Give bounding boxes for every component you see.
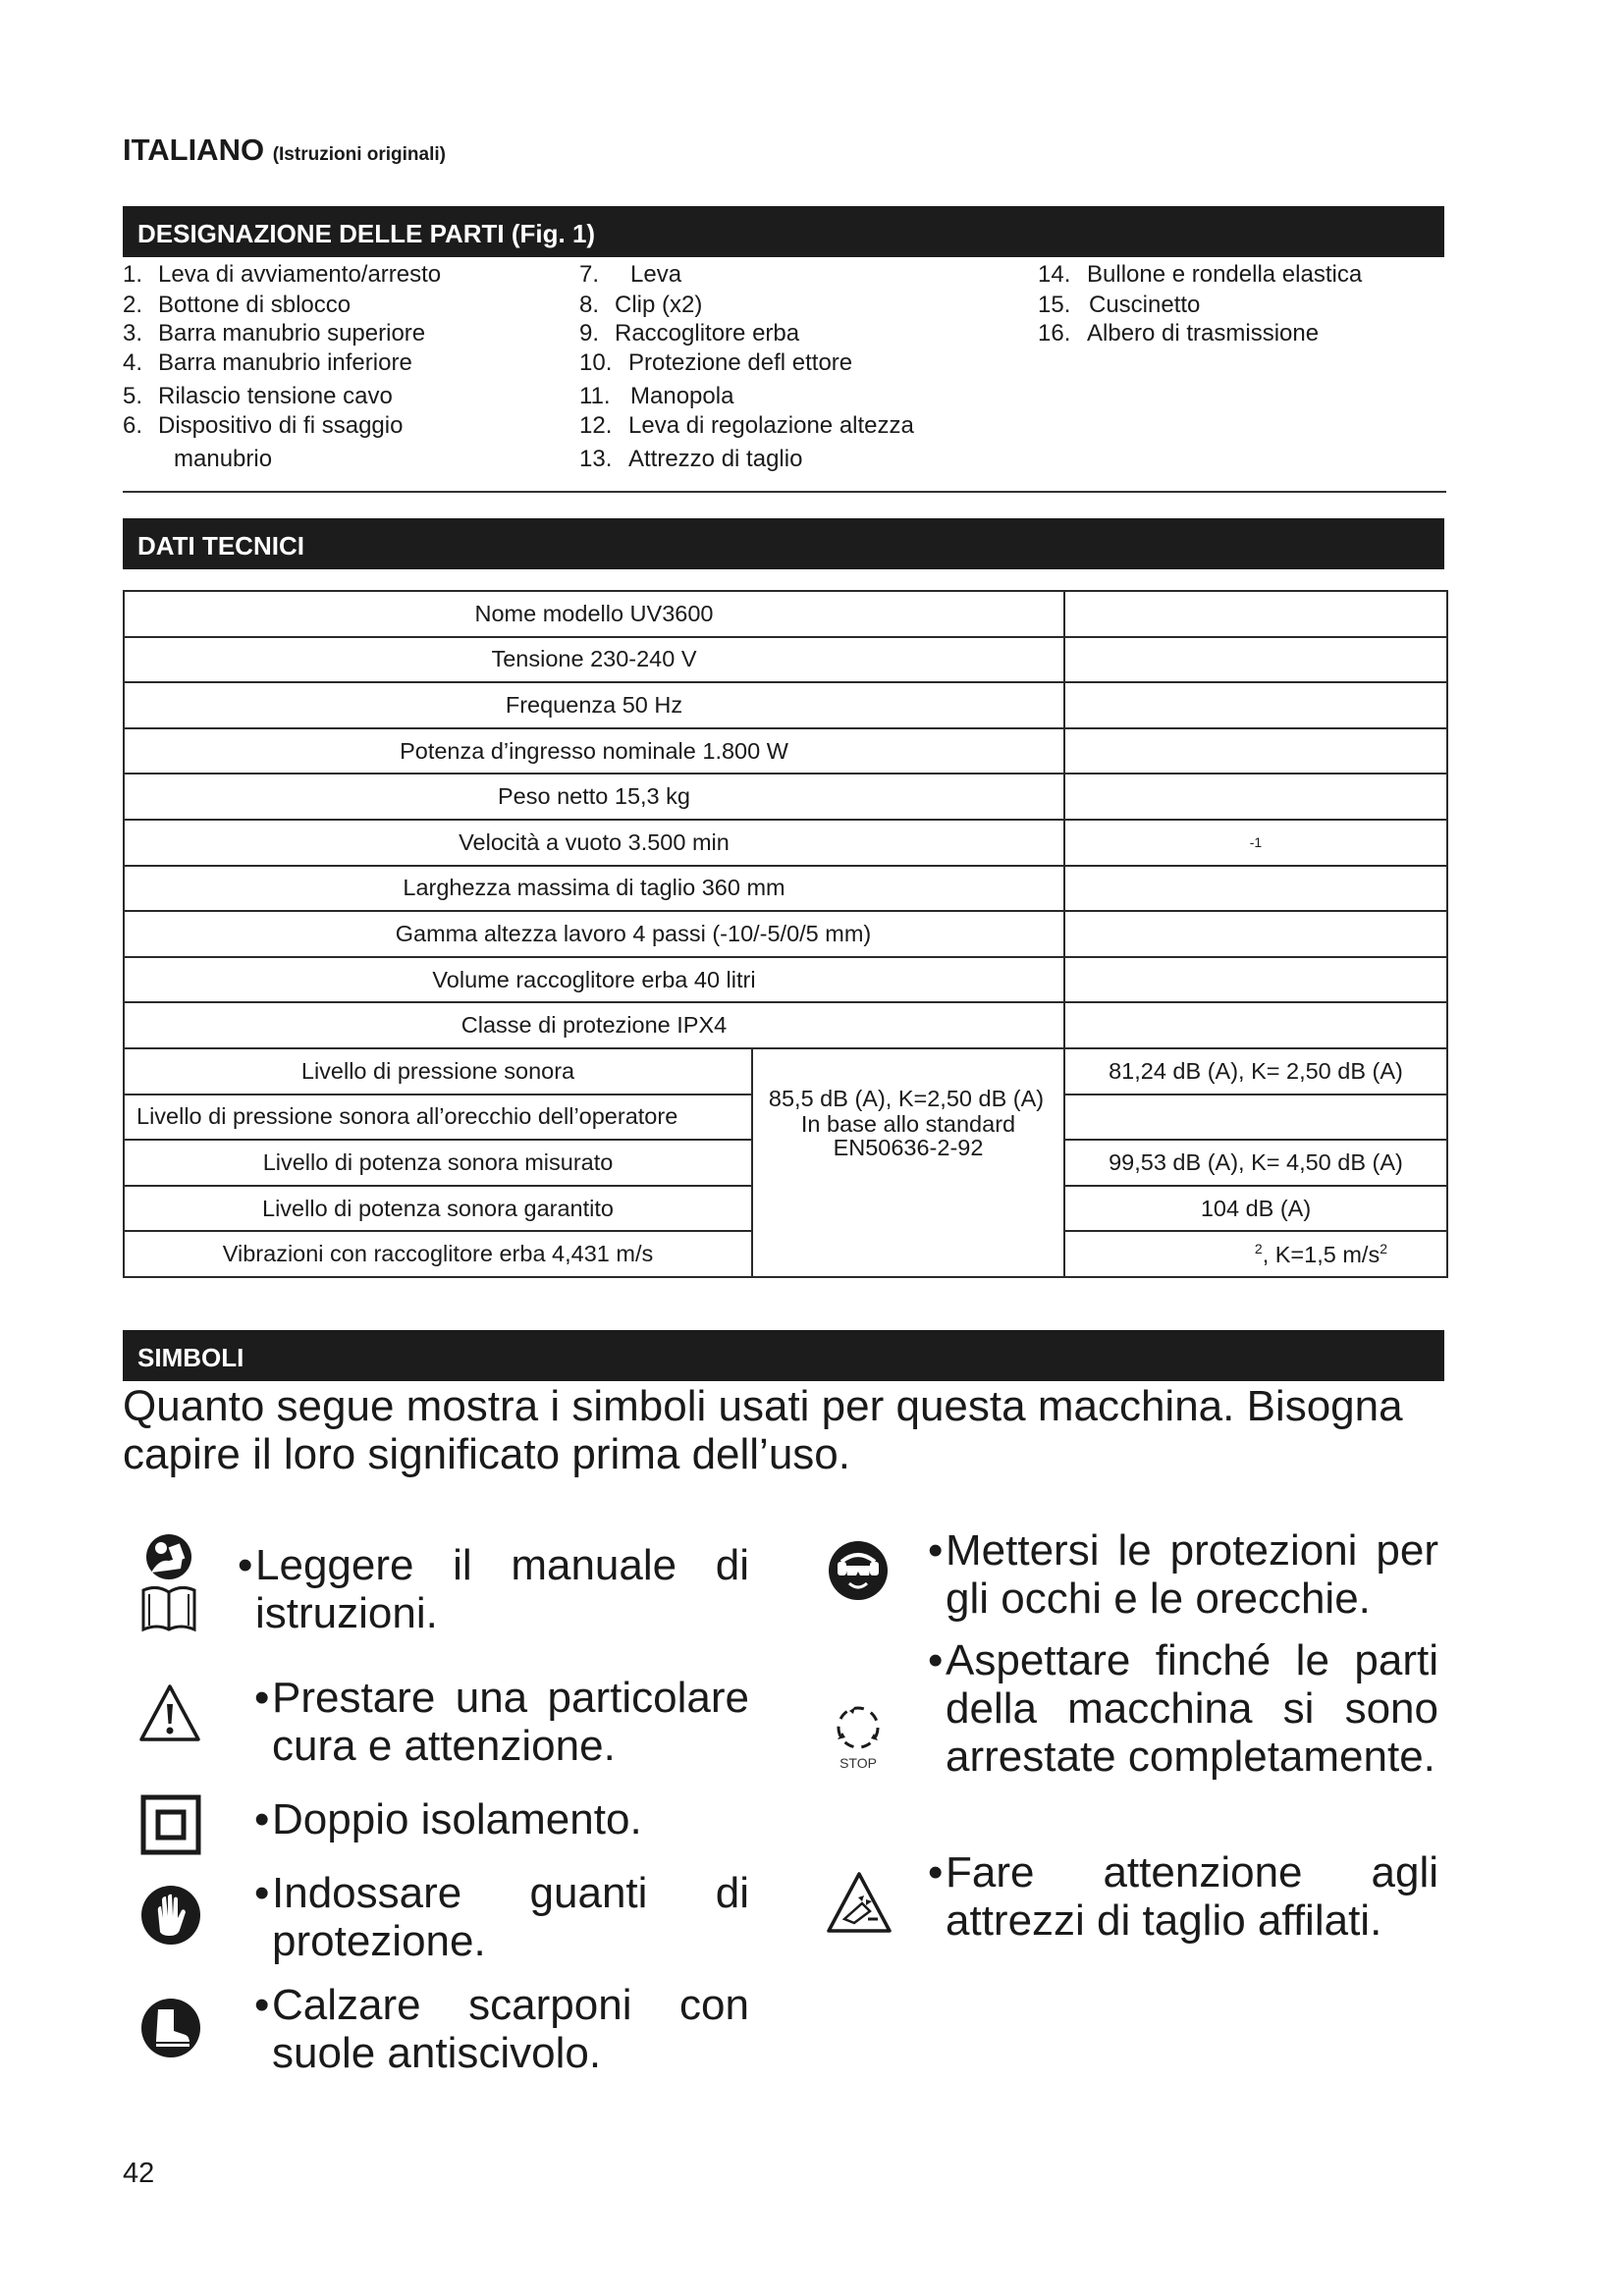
symbol-item — [254, 1795, 749, 1843]
specs-table — [123, 590, 1448, 1278]
part-item: 5. Rilascio tensione cavo — [123, 383, 393, 409]
bullet: • — [254, 1674, 270, 1722]
symbol-item — [254, 1674, 749, 1770]
table-row — [124, 591, 1447, 637]
noise-ear-value: 85,5 dB (A), K=2,50 dB (A) — [768, 1085, 1045, 1111]
spec-label: Velocità a vuoto 3.500 min — [124, 820, 1064, 866]
spec-value — [1064, 866, 1447, 912]
noise-standard-line1: In base allo standard — [800, 1110, 1016, 1137]
part-item: 8. Clip (x2) — [579, 292, 703, 318]
spec-value-vibration — [1064, 1231, 1447, 1277]
spec-label: Livello di pressione sonora all’orecchio dell’operatore — [124, 1095, 752, 1141]
table-row — [124, 1048, 1447, 1095]
stop-label: STOP — [839, 1755, 877, 1771]
part-item: 10. Protezione defl ettore — [579, 349, 853, 376]
spec-label: Tensione 230-240 V — [124, 637, 1064, 683]
eye-ear-protection-icon — [828, 1540, 889, 1606]
symbol-item — [928, 1636, 1438, 1781]
vibration-superscript: 2 — [1254, 1240, 1263, 1256]
symbols-intro: Quanto segue mostra i simboli usati per questa macchina. Bisogna capire il loro significato prima dell’uso. — [123, 1382, 1403, 1478]
symbol-item — [254, 1869, 749, 1965]
spec-value: 81,24 dB (A), K= 2,50 dB (A) — [1064, 1048, 1447, 1095]
spec-value — [1064, 774, 1447, 820]
symbol-item — [238, 1541, 749, 1637]
section-divider — [123, 491, 1446, 493]
page-number: 42 — [123, 2158, 155, 2189]
spec-label: Livello di potenza sonora garantito — [124, 1186, 752, 1232]
read-manual-icon — [137, 1533, 200, 1638]
spec-label: Peso netto 15,3 kg — [124, 774, 1064, 820]
table-row — [124, 637, 1447, 683]
symbol-item — [254, 1981, 749, 2077]
part-item: 13. Attrezzo di taglio — [579, 446, 803, 472]
parts-list — [123, 261, 1444, 487]
spec-label: Volume raccoglitore erba 40 litri — [124, 957, 1064, 1003]
double-insulation-icon — [140, 1794, 201, 1860]
symbol-text: Leggere il manuale di istruzioni. — [255, 1541, 749, 1637]
symbol-item — [928, 1848, 1438, 1945]
bullet: • — [254, 1795, 270, 1843]
spec-value — [1064, 957, 1447, 1003]
page-language-heading — [123, 133, 446, 168]
sharp-blade-icon — [825, 1870, 893, 1940]
section-bar-parts — [123, 206, 1444, 257]
noise-standard-cell — [752, 1048, 1064, 1277]
spec-label: Larghezza massima di taglio 360 mm — [124, 866, 1064, 912]
bullet: • — [254, 1869, 270, 1917]
spec-value — [1064, 728, 1447, 774]
noise-standard-line2: EN50636-2-92 — [833, 1134, 984, 1160]
spec-label: Frequenza 50 Hz — [124, 682, 1064, 728]
symbol-text: Prestare una particolare cura e attenzione. — [272, 1674, 749, 1770]
part-item: 6. Dispositivo di fi ssaggio — [123, 412, 404, 439]
symbol-text: Doppio isolamento. — [272, 1795, 642, 1843]
spec-value — [1064, 911, 1447, 957]
spec-label: Vibrazioni con raccoglitore erba 4,431 m/s — [124, 1231, 752, 1277]
part-item: 3. Barra manubrio superiore — [123, 320, 426, 347]
part-item: 15. Cuscinetto — [1038, 292, 1201, 318]
vibration-value: , K=1,5 m/s — [1262, 1241, 1380, 1267]
bullet: • — [928, 1526, 944, 1575]
parts-section-title: DESIGNAZIONE DELLE PARTI (Fig. 1) — [137, 219, 596, 248]
symbol-text: Indossare guanti di protezione. — [272, 1869, 749, 1965]
part-item: 7. Leva — [579, 261, 682, 288]
spec-value: 99,53 dB (A), K= 4,50 dB (A) — [1064, 1140, 1447, 1186]
spec-value — [1064, 682, 1447, 728]
part-item: 16. Albero di trasmissione — [1038, 320, 1320, 347]
bullet: • — [238, 1541, 253, 1589]
symbol-text: Calzare scarponi con suole antiscivolo. — [272, 1981, 749, 2077]
spec-label: Livello di potenza sonora misurato — [124, 1140, 752, 1186]
part-item: 2. Bottone di sblocco — [123, 292, 352, 318]
part-item: manubrio — [174, 446, 273, 472]
part-item: 1. Leva di avviamento/arresto — [123, 261, 442, 288]
table-row — [124, 866, 1447, 912]
spec-label: Gamma altezza lavoro 4 passi (-10/-5/0/5 mm) — [124, 911, 1064, 957]
spec-label: Potenza d’ingresso nominale 1.800 W — [124, 728, 1064, 774]
table-row — [124, 774, 1447, 820]
part-item: 11. Manopola — [579, 383, 734, 409]
bullet: • — [928, 1848, 944, 1896]
symbols-section-title: SIMBOLI — [137, 1343, 244, 1372]
spec-value — [1064, 637, 1447, 683]
stop-icon — [828, 1701, 889, 1777]
symbol-item — [928, 1526, 1438, 1623]
section-bar-specs — [123, 518, 1444, 569]
spec-label: Classe di protezione IPX4 — [124, 1002, 1064, 1048]
spec-value — [1064, 591, 1447, 637]
table-row — [124, 820, 1447, 866]
symbol-text: Mettersi le protezioni per gli occhi e le orecchie. — [946, 1526, 1438, 1623]
part-item: 4. Barra manubrio inferiore — [123, 349, 412, 376]
part-item: 14. Bullone e rondella elastica — [1038, 261, 1363, 288]
part-item: 12. Leva di regolazione altezza — [579, 412, 914, 439]
spec-label: Nome modello UV3600 — [124, 591, 1064, 637]
boots-icon — [140, 1998, 201, 2063]
vibration-unit-superscript: 2 — [1380, 1240, 1387, 1256]
part-item: 9. Raccoglitore erba — [579, 320, 800, 347]
table-row — [124, 728, 1447, 774]
spec-value: -1 — [1064, 820, 1447, 866]
language-label: ITALIANO — [123, 133, 265, 167]
bullet: • — [928, 1636, 944, 1684]
table-row — [124, 957, 1447, 1003]
table-row — [124, 682, 1447, 728]
spec-label: Livello di pressione sonora — [124, 1048, 752, 1095]
spec-value — [1064, 1095, 1447, 1141]
language-subtitle: (Istruzioni originali) — [272, 144, 446, 165]
warning-icon — [137, 1682, 202, 1748]
spec-value: 104 dB (A) — [1064, 1186, 1447, 1232]
specs-section-title: DATI TECNICI — [137, 531, 304, 561]
section-bar-symbols — [123, 1330, 1444, 1381]
gloves-icon — [140, 1885, 201, 1950]
table-row — [124, 911, 1447, 957]
spec-value — [1064, 1002, 1447, 1048]
bullet: • — [254, 1981, 270, 2029]
table-row — [124, 1002, 1447, 1048]
symbol-text: Aspettare finché le parti della macchina si sono arrestate completamente. — [946, 1636, 1438, 1781]
symbol-text: Fare attenzione agli attrezzi di taglio affilati. — [946, 1848, 1438, 1945]
